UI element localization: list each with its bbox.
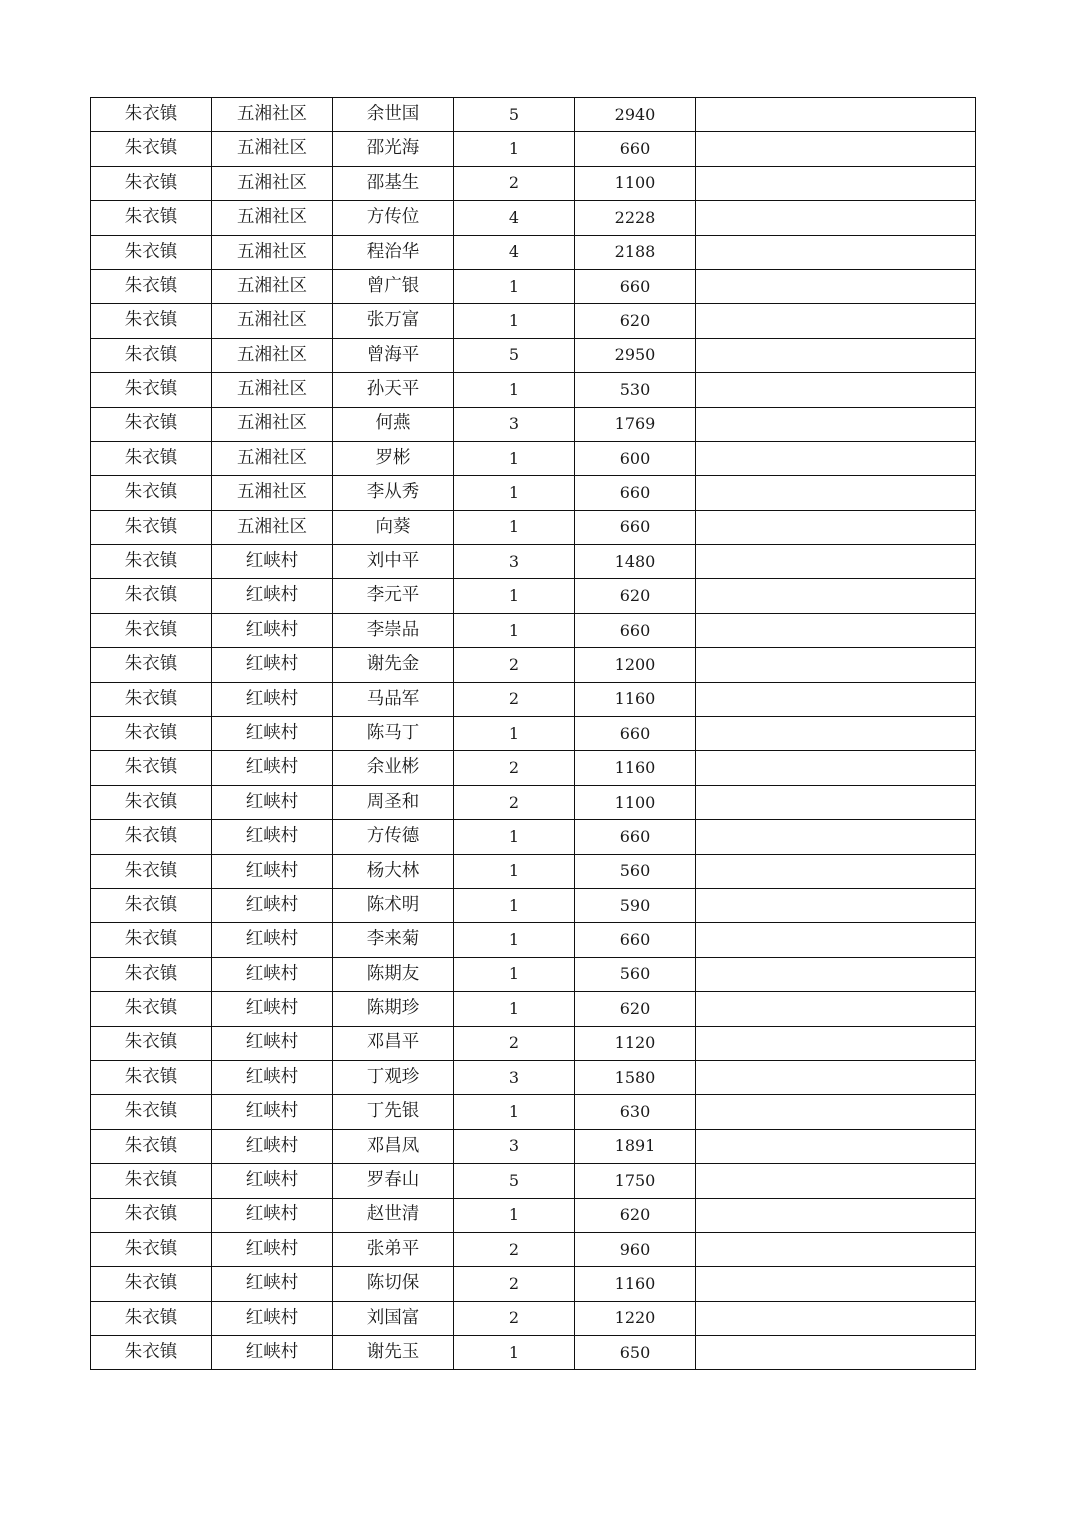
table-row: [91, 1026, 976, 1060]
note-cell: [696, 166, 976, 200]
note-cell: [696, 373, 976, 407]
note-cell: [696, 441, 976, 475]
village-cell: 五湘社区: [212, 476, 333, 510]
name-cell: 陈术明: [333, 888, 454, 922]
table-row: [91, 1095, 976, 1129]
table-row: [91, 751, 976, 785]
village-cell: 红峡村: [212, 1232, 333, 1266]
name-cell: 刘中平: [333, 545, 454, 579]
amount-cell: 2188: [575, 235, 696, 269]
name-cell: 刘国富: [333, 1301, 454, 1335]
table-row: [91, 269, 976, 303]
amount-cell: 2228: [575, 201, 696, 235]
name-cell: 陈马丁: [333, 717, 454, 751]
amount-cell: 660: [575, 132, 696, 166]
name-cell: 罗彬: [333, 441, 454, 475]
note-cell: [696, 923, 976, 957]
table-row: [91, 1198, 976, 1232]
amount-cell: 620: [575, 304, 696, 338]
table-row: [91, 201, 976, 235]
village-cell: 红峡村: [212, 992, 333, 1026]
note-cell: [696, 957, 976, 991]
name-cell: 丁观珍: [333, 1060, 454, 1094]
amount-cell: 2940: [575, 98, 696, 132]
table-row: [91, 166, 976, 200]
town-cell: 朱衣镇: [91, 304, 212, 338]
name-cell: 谢先金: [333, 648, 454, 682]
town-cell: 朱衣镇: [91, 1198, 212, 1232]
table-row: [91, 407, 976, 441]
table-row: [91, 820, 976, 854]
note-cell: [696, 854, 976, 888]
note-cell: [696, 992, 976, 1026]
name-cell: 陈期友: [333, 957, 454, 991]
note-cell: [696, 201, 976, 235]
town-cell: 朱衣镇: [91, 1060, 212, 1094]
note-cell: [696, 1129, 976, 1163]
record-table-body: [91, 98, 976, 1370]
village-cell: 红峡村: [212, 1060, 333, 1094]
village-cell: 红峡村: [212, 1267, 333, 1301]
amount-cell: 1160: [575, 682, 696, 716]
name-cell: 余业彬: [333, 751, 454, 785]
amount-cell: 660: [575, 717, 696, 751]
table-row: [91, 785, 976, 819]
household-count-cell: 1: [454, 373, 575, 407]
amount-cell: 1769: [575, 407, 696, 441]
amount-cell: 560: [575, 957, 696, 991]
village-cell: 红峡村: [212, 1129, 333, 1163]
town-cell: 朱衣镇: [91, 476, 212, 510]
household-count-cell: 1: [454, 992, 575, 1026]
town-cell: 朱衣镇: [91, 785, 212, 819]
amount-cell: 620: [575, 992, 696, 1026]
household-count-cell: 1: [454, 854, 575, 888]
amount-cell: 660: [575, 820, 696, 854]
name-cell: 方传位: [333, 201, 454, 235]
note-cell: [696, 304, 976, 338]
note-cell: [696, 648, 976, 682]
name-cell: 孙天平: [333, 373, 454, 407]
village-cell: 五湘社区: [212, 269, 333, 303]
town-cell: 朱衣镇: [91, 373, 212, 407]
note-cell: [696, 407, 976, 441]
household-count-cell: 2: [454, 166, 575, 200]
amount-cell: 630: [575, 1095, 696, 1129]
household-count-cell: 4: [454, 201, 575, 235]
amount-cell: 660: [575, 613, 696, 647]
name-cell: 李来菊: [333, 923, 454, 957]
note-cell: [696, 1060, 976, 1094]
amount-cell: 600: [575, 441, 696, 475]
table-row: [91, 441, 976, 475]
town-cell: 朱衣镇: [91, 613, 212, 647]
table-row: [91, 338, 976, 372]
village-cell: 五湘社区: [212, 304, 333, 338]
name-cell: 丁先银: [333, 1095, 454, 1129]
household-count-cell: 1: [454, 888, 575, 922]
household-count-cell: 1: [454, 1336, 575, 1370]
amount-cell: 2950: [575, 338, 696, 372]
table-row: [91, 1301, 976, 1335]
household-count-cell: 2: [454, 1232, 575, 1266]
amount-cell: 1100: [575, 785, 696, 819]
village-cell: 红峡村: [212, 1301, 333, 1335]
village-cell: 五湘社区: [212, 338, 333, 372]
name-cell: 马品军: [333, 682, 454, 716]
town-cell: 朱衣镇: [91, 923, 212, 957]
town-cell: 朱衣镇: [91, 407, 212, 441]
household-count-cell: 1: [454, 1198, 575, 1232]
village-cell: 红峡村: [212, 1164, 333, 1198]
note-cell: [696, 1026, 976, 1060]
table-row: [91, 476, 976, 510]
name-cell: 向葵: [333, 510, 454, 544]
amount-cell: 660: [575, 923, 696, 957]
village-cell: 红峡村: [212, 1198, 333, 1232]
note-cell: [696, 545, 976, 579]
table-row: [91, 579, 976, 613]
town-cell: 朱衣镇: [91, 1095, 212, 1129]
household-count-cell: 3: [454, 545, 575, 579]
town-cell: 朱衣镇: [91, 338, 212, 372]
name-cell: 邓昌平: [333, 1026, 454, 1060]
table-row: [91, 235, 976, 269]
household-count-cell: 4: [454, 235, 575, 269]
name-cell: 曾广银: [333, 269, 454, 303]
name-cell: 李从秀: [333, 476, 454, 510]
note-cell: [696, 682, 976, 716]
name-cell: 何燕: [333, 407, 454, 441]
village-cell: 红峡村: [212, 717, 333, 751]
town-cell: 朱衣镇: [91, 545, 212, 579]
household-count-cell: 1: [454, 613, 575, 647]
table-row: [91, 510, 976, 544]
household-count-cell: 1: [454, 1095, 575, 1129]
village-cell: 五湘社区: [212, 132, 333, 166]
note-cell: [696, 888, 976, 922]
note-cell: [696, 1095, 976, 1129]
village-cell: 红峡村: [212, 854, 333, 888]
village-cell: 五湘社区: [212, 166, 333, 200]
town-cell: 朱衣镇: [91, 269, 212, 303]
name-cell: 邵光海: [333, 132, 454, 166]
town-cell: 朱衣镇: [91, 98, 212, 132]
name-cell: 陈期珍: [333, 992, 454, 1026]
household-count-cell: 1: [454, 579, 575, 613]
town-cell: 朱衣镇: [91, 648, 212, 682]
note-cell: [696, 269, 976, 303]
village-cell: 五湘社区: [212, 98, 333, 132]
household-count-cell: 5: [454, 338, 575, 372]
amount-cell: 1120: [575, 1026, 696, 1060]
village-cell: 红峡村: [212, 545, 333, 579]
household-count-cell: 2: [454, 682, 575, 716]
amount-cell: 590: [575, 888, 696, 922]
note-cell: [696, 98, 976, 132]
name-cell: 邓昌凤: [333, 1129, 454, 1163]
amount-cell: 960: [575, 1232, 696, 1266]
name-cell: 曾海平: [333, 338, 454, 372]
table-row: [91, 923, 976, 957]
note-cell: [696, 510, 976, 544]
town-cell: 朱衣镇: [91, 717, 212, 751]
table-row: [91, 1060, 976, 1094]
table-row: [91, 957, 976, 991]
town-cell: 朱衣镇: [91, 854, 212, 888]
village-cell: 五湘社区: [212, 407, 333, 441]
household-count-cell: 1: [454, 957, 575, 991]
amount-cell: 620: [575, 579, 696, 613]
household-count-cell: 1: [454, 132, 575, 166]
village-cell: 五湘社区: [212, 235, 333, 269]
note-cell: [696, 751, 976, 785]
table-row: [91, 854, 976, 888]
town-cell: 朱衣镇: [91, 1129, 212, 1163]
village-cell: 五湘社区: [212, 373, 333, 407]
village-cell: 红峡村: [212, 579, 333, 613]
household-count-cell: 2: [454, 785, 575, 819]
amount-cell: 1891: [575, 1129, 696, 1163]
name-cell: 谢先玉: [333, 1336, 454, 1370]
village-cell: 红峡村: [212, 1026, 333, 1060]
village-cell: 红峡村: [212, 785, 333, 819]
table-row: [91, 992, 976, 1026]
amount-cell: 660: [575, 510, 696, 544]
table-row: [91, 304, 976, 338]
household-count-cell: 2: [454, 1026, 575, 1060]
record-table: [90, 97, 976, 1370]
note-cell: [696, 235, 976, 269]
name-cell: 赵世清: [333, 1198, 454, 1232]
note-cell: [696, 132, 976, 166]
table-row: [91, 1232, 976, 1266]
amount-cell: 1160: [575, 1267, 696, 1301]
household-count-cell: 3: [454, 1060, 575, 1094]
amount-cell: 620: [575, 1198, 696, 1232]
amount-cell: 650: [575, 1336, 696, 1370]
town-cell: 朱衣镇: [91, 510, 212, 544]
table-row: [91, 717, 976, 751]
town-cell: 朱衣镇: [91, 166, 212, 200]
table-row: [91, 1129, 976, 1163]
town-cell: 朱衣镇: [91, 1232, 212, 1266]
town-cell: 朱衣镇: [91, 957, 212, 991]
town-cell: 朱衣镇: [91, 1267, 212, 1301]
note-cell: [696, 1301, 976, 1335]
amount-cell: 1100: [575, 166, 696, 200]
household-count-cell: 1: [454, 476, 575, 510]
note-cell: [696, 613, 976, 647]
village-cell: 红峡村: [212, 648, 333, 682]
note-cell: [696, 338, 976, 372]
village-cell: 红峡村: [212, 820, 333, 854]
town-cell: 朱衣镇: [91, 751, 212, 785]
town-cell: 朱衣镇: [91, 201, 212, 235]
name-cell: 张弟平: [333, 1232, 454, 1266]
table-row: [91, 888, 976, 922]
amount-cell: 1160: [575, 751, 696, 785]
village-cell: 红峡村: [212, 1336, 333, 1370]
table-row: [91, 613, 976, 647]
town-cell: 朱衣镇: [91, 235, 212, 269]
village-cell: 红峡村: [212, 751, 333, 785]
note-cell: [696, 820, 976, 854]
note-cell: [696, 1198, 976, 1232]
village-cell: 红峡村: [212, 923, 333, 957]
amount-cell: 660: [575, 269, 696, 303]
name-cell: 程治华: [333, 235, 454, 269]
note-cell: [696, 1336, 976, 1370]
name-cell: 余世国: [333, 98, 454, 132]
household-count-cell: 1: [454, 820, 575, 854]
amount-cell: 1480: [575, 545, 696, 579]
name-cell: 张万富: [333, 304, 454, 338]
table-row: [91, 648, 976, 682]
household-count-cell: 2: [454, 1301, 575, 1335]
note-cell: [696, 717, 976, 751]
village-cell: 红峡村: [212, 682, 333, 716]
table-row: [91, 545, 976, 579]
household-count-cell: 1: [454, 510, 575, 544]
town-cell: 朱衣镇: [91, 579, 212, 613]
note-cell: [696, 476, 976, 510]
table-row: [91, 132, 976, 166]
table-row: [91, 682, 976, 716]
household-count-cell: 1: [454, 269, 575, 303]
town-cell: 朱衣镇: [91, 820, 212, 854]
town-cell: 朱衣镇: [91, 441, 212, 475]
village-cell: 五湘社区: [212, 510, 333, 544]
household-count-cell: 5: [454, 98, 575, 132]
town-cell: 朱衣镇: [91, 132, 212, 166]
name-cell: 杨大林: [333, 854, 454, 888]
village-cell: 五湘社区: [212, 201, 333, 235]
household-count-cell: 1: [454, 441, 575, 475]
name-cell: 方传德: [333, 820, 454, 854]
table-row: [91, 1164, 976, 1198]
village-cell: 红峡村: [212, 957, 333, 991]
amount-cell: 1220: [575, 1301, 696, 1335]
village-cell: 红峡村: [212, 613, 333, 647]
name-cell: 罗春山: [333, 1164, 454, 1198]
amount-cell: 660: [575, 476, 696, 510]
town-cell: 朱衣镇: [91, 1301, 212, 1335]
table-row: [91, 1336, 976, 1370]
village-cell: 红峡村: [212, 1095, 333, 1129]
town-cell: 朱衣镇: [91, 1026, 212, 1060]
town-cell: 朱衣镇: [91, 1336, 212, 1370]
household-count-cell: 5: [454, 1164, 575, 1198]
town-cell: 朱衣镇: [91, 888, 212, 922]
name-cell: 李崇品: [333, 613, 454, 647]
village-cell: 红峡村: [212, 888, 333, 922]
household-count-cell: 1: [454, 717, 575, 751]
household-count-cell: 1: [454, 304, 575, 338]
household-count-cell: 3: [454, 407, 575, 441]
name-cell: 陈切保: [333, 1267, 454, 1301]
household-count-cell: 2: [454, 1267, 575, 1301]
note-cell: [696, 1232, 976, 1266]
name-cell: 李元平: [333, 579, 454, 613]
household-count-cell: 2: [454, 648, 575, 682]
table-row: [91, 1267, 976, 1301]
amount-cell: 560: [575, 854, 696, 888]
household-count-cell: 1: [454, 923, 575, 957]
note-cell: [696, 1164, 976, 1198]
household-count-cell: 2: [454, 751, 575, 785]
note-cell: [696, 785, 976, 819]
amount-cell: 1580: [575, 1060, 696, 1094]
table-row: [91, 98, 976, 132]
amount-cell: 530: [575, 373, 696, 407]
table-row: [91, 373, 976, 407]
name-cell: 邵基生: [333, 166, 454, 200]
town-cell: 朱衣镇: [91, 682, 212, 716]
town-cell: 朱衣镇: [91, 1164, 212, 1198]
household-count-cell: 3: [454, 1129, 575, 1163]
note-cell: [696, 1267, 976, 1301]
amount-cell: 1200: [575, 648, 696, 682]
amount-cell: 1750: [575, 1164, 696, 1198]
name-cell: 周圣和: [333, 785, 454, 819]
village-cell: 五湘社区: [212, 441, 333, 475]
town-cell: 朱衣镇: [91, 992, 212, 1026]
note-cell: [696, 579, 976, 613]
